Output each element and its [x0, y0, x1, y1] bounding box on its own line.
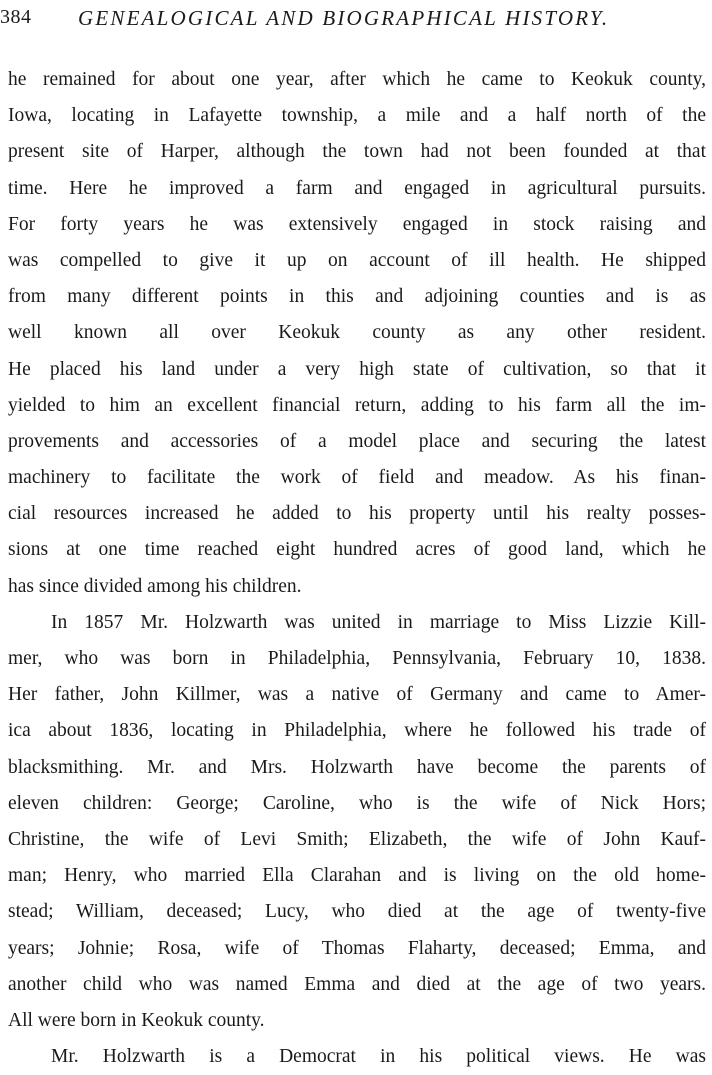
- text-line: well known all over Keokuk county as any other resident.: [8, 322, 706, 344]
- text-line: He placed his land under a very high state of cultivation, so that it: [8, 358, 706, 380]
- text-line: Iowa, locating in Lafayette township, a mile and a half north of the: [8, 105, 706, 127]
- page-header: [0, 2, 712, 38]
- body-text: [8, 62, 706, 1075]
- text-line: Christine, the wife of Levi Smith; Elizabeth, the wife of John Kauf-: [8, 828, 706, 850]
- text-line: yielded to him an excellent financial return, adding to his farm all the im-: [8, 394, 706, 416]
- text-line: man; Henry, who married Ella Clarahan and is living on the old home-: [8, 865, 706, 887]
- text-line: All were born in Keokuk county.: [8, 1009, 265, 1031]
- text-line: cial resources increased he added to his property until his realty posses-: [8, 503, 706, 525]
- text-line: he remained for about one year, after which he came to Keokuk county,: [8, 69, 706, 90]
- text-line: provements and accessories of a model place and securing the latest: [8, 430, 706, 452]
- running-head: GENEALOGICAL AND BIOGRAPHICAL HISTORY.: [78, 6, 610, 30]
- text-line: machinery to facilitate the work of field and meadow. As his finan-: [8, 467, 706, 489]
- text-line: present site of Harper, although the town had not been founded at that: [8, 141, 706, 163]
- text-line: has since divided among his children.: [8, 575, 302, 597]
- text-line: For forty years he was extensively engaged in stock raising and: [8, 213, 706, 235]
- text-line: another child who was named Emma and died at the age of two years.: [8, 973, 706, 995]
- text-line: Her father, John Killmer, was a native of Germany and came to Amer-: [8, 684, 706, 706]
- text-line: was compelled to give it up on account of ill health. He shipped: [8, 249, 706, 271]
- text-line: mer, who was born in Philadelphia, Pennsylvania, February 10, 1838.: [8, 648, 706, 669]
- text-line: years; Johnie; Rosa, wife of Thomas Flaharty, deceased; Emma, and: [8, 937, 706, 959]
- text-line: ica about 1836, locating in Philadelphia, where he followed his trade of: [8, 720, 706, 742]
- text-line: eleven children: George; Caroline, who is the wife of Nick Hors;: [8, 792, 706, 814]
- text-line: blacksmithing. Mr. and Mrs. Holzwarth have become the parents of: [8, 756, 706, 778]
- text-line: stead; William, deceased; Lucy, who died at the age of twenty-five: [8, 901, 706, 923]
- text-line: In 1857 Mr. Holzwarth was united in marriage to Miss Lizzie Kill-: [51, 611, 706, 633]
- text-line: from many different points in this and adjoining counties and is as: [8, 286, 706, 308]
- text-line: Mr. Holzwarth is a Democrat in his political views. He was: [51, 1046, 706, 1068]
- page-number: 384: [0, 6, 32, 28]
- text-line: sions at one time reached eight hundred acres of good land, which he: [8, 539, 706, 561]
- text-line: time. Here he improved a farm and engaged in agricultural pursuits.: [8, 177, 706, 199]
